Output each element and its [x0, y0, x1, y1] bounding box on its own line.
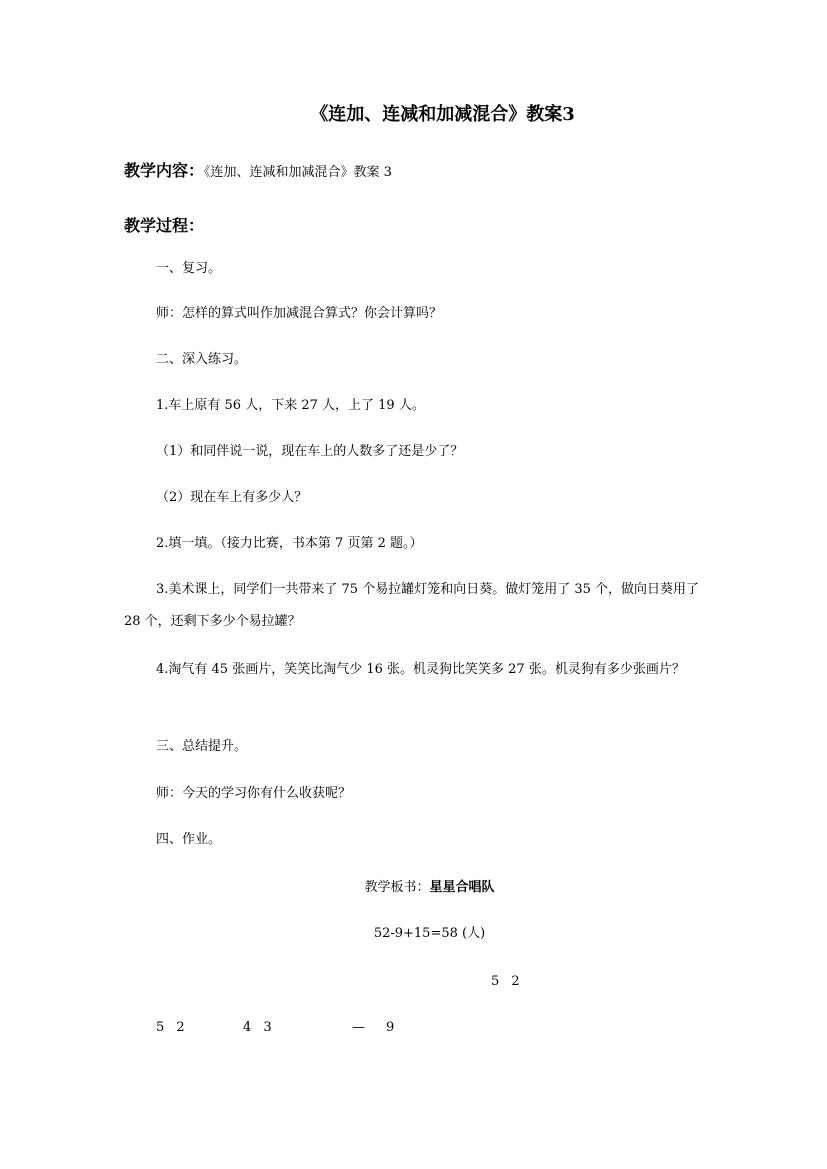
board-equation: 52-9+15=58 (人): [373, 926, 486, 941]
teaching-process-heading: 教学过程：: [124, 216, 205, 235]
board-calc-a: 5 2: [156, 1020, 185, 1035]
exercise-1-part-2: （2）现在车上有多少人？: [156, 490, 308, 505]
board-calc-b: 4 3: [243, 1020, 272, 1035]
exercise-2: 2.填一填。（接力比赛，书本第 7 页第 2 题。）: [156, 536, 423, 551]
board-calc-d: 9: [386, 1020, 395, 1035]
section-review: 一、复习。: [156, 261, 222, 276]
board-label: 教学板书：: [364, 880, 430, 895]
section-practice: 二、深入练习。: [156, 352, 248, 367]
section-homework: 四、作业。: [156, 832, 222, 847]
exercise-1-part-1: （1）和同伴说一说，现在车上的人数多了还是少了？: [156, 444, 464, 459]
section-summary: 三、总结提升。: [156, 739, 248, 754]
teaching-content-value: 《连加、连减和加减混合》教案 3: [204, 165, 392, 180]
teacher-question-2: 师：今天的学习你有什么收获呢？: [156, 786, 352, 801]
document-title: 《连加、连减和加减混合》教案3: [310, 104, 575, 125]
board-title-row: [0, 880, 827, 896]
board-title: 星星合唱队: [429, 880, 495, 895]
exercise-3: 3.美术课上，同学们一共带来了 75 个易拉罐灯笼和向日葵。做灯笼用了 35 个，做向日葵用了 28 个，还剩下多少个易拉罐？: [124, 582, 700, 629]
exercise-1: 1.车上原有 56 人，下来 27 人，上了 19 人。: [156, 398, 425, 413]
teaching-content-row: [124, 163, 392, 181]
board-calc-minus: —: [352, 1020, 365, 1035]
teacher-question-1: 师：怎样的算式叫作加减混合算式？你会计算吗？: [156, 306, 443, 321]
exercise-4: 4.淘气有 45 张画片，笑笑比淘气少 16 张。机灵狗比笑笑多 27 张。机灵狗有多少张画片？: [156, 662, 685, 677]
teaching-content-label: 教学内容：: [124, 161, 205, 180]
board-calc-top: 5 2: [491, 974, 520, 989]
